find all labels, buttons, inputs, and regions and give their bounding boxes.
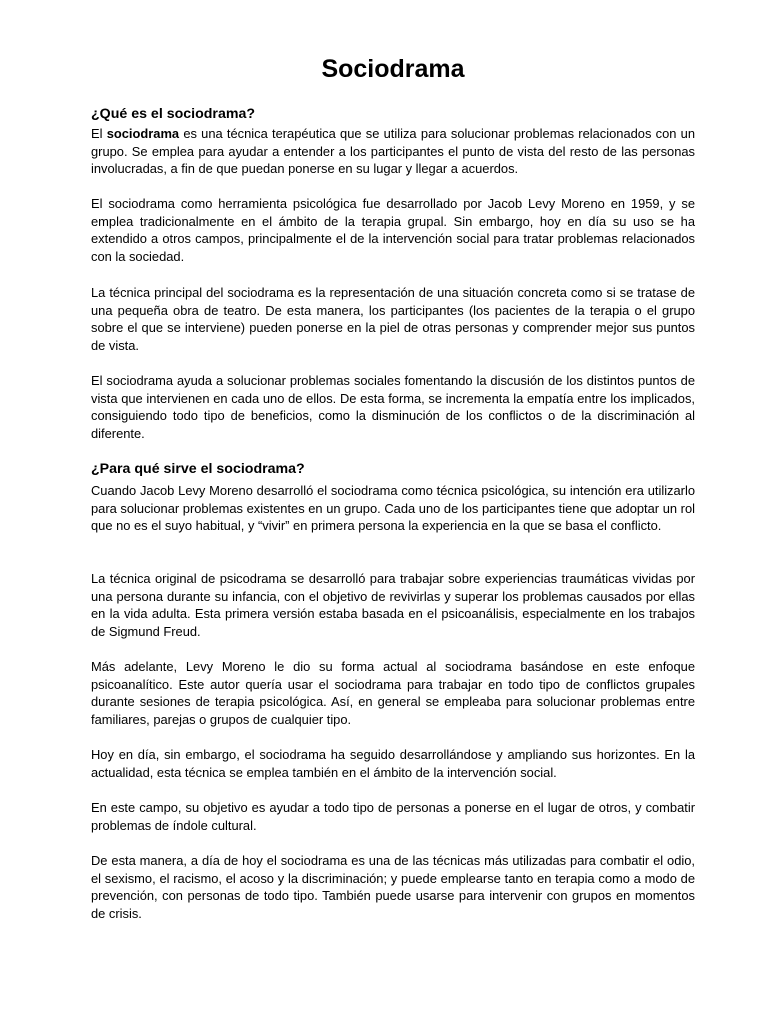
section-heading-que-es: ¿Qué es el sociodrama? (91, 106, 256, 122)
paragraph-history: El sociodrama como herramienta psicológica fue desarrollado por Jacob Levy Moreno en 1959, y se emplea tradicionalmente en el ámbito de la terapia grupal. Sin embargo, hoy en día su uso se ha extendido a otros campos, principalmente el de la intervención social para tratar problemas relacionados con la sociedad. (91, 196, 695, 264)
paragraph-social-field: En este campo, su objetivo es ayudar a todo tipo de personas a ponerse en el lugar de otros, y combatir problemas de índole cultural. (91, 800, 695, 833)
paragraph-conclusion: De esta manera, a día de hoy el sociodrama es una de las técnicas más utilizadas para combatir el odio, el sexismo, el racismo, el acoso y la discriminación; y puede emplearse tanto en terapia como a modo de prevención, con personas de todo tipo. También puede usarse para intervenir con grupos en momentos de crisis. (91, 853, 695, 921)
keyword-sociodrama: sociodrama (106, 126, 180, 141)
section-heading-para-que-sirve: ¿Para qué sirve el sociodrama? (91, 461, 305, 477)
paragraph-rest: es una técnica terapéutica que se utiliza para solucionar problemas relacionados con un grupo. Se emplea para ayudar a entender a los participantes el punto de vista del resto de las personas involucradas, a fin de que puedan ponerse en su lugar y llegar a acuerdos. (91, 126, 696, 177)
paragraph-today: Hoy en día, sin embargo, el sociodrama ha seguido desarrollándose y ampliando sus horizontes. En la actualidad, esta técnica se emplea también en el ámbito de la intervención social. (91, 747, 695, 780)
paragraph-lead: El (91, 126, 107, 141)
paragraph-definition (91, 125, 695, 178)
paragraph-technique: La técnica principal del sociodrama es la representación de una situación concreta como si se tratase de una pequeña obra de teatro. De esta manera, los participantes (los pacientes de la terapia o el grupo sobre el que se interviene) pueden ponerse en la piel de otras personas y comprender mejor sus puntos de vista. (91, 285, 695, 353)
paragraph-origin: Cuando Jacob Levy Moreno desarrolló el sociodrama como técnica psicológica, su intención era utilizarlo para solucionar problemas existentes en un grupo. Cada uno de los participantes tiene que adoptar un rol que no es el suyo habitual, y “vivir” en primera persona la experiencia en la que se basa el conflicto. (91, 483, 695, 534)
paragraph-psychodrama: La técnica original de psicodrama se desarrolló para trabajar sobre experiencias traumáticas vividas por una persona durante su infancia, con el objetivo de revivirlas y superar los problemas causados por ellas en la vida adulta. Esta primera versión estaba basada en el psicoanálisis, especialmente en los trabajos de Sigmund Freud. (91, 571, 695, 639)
paragraph-current-form: Más adelante, Levy Moreno le dio su forma actual al sociodrama basándose en este enfoque psicoanalítico. Este autor quería usar el sociodrama para trabajar en todo tipo de conflictos grupales durante sesiones de terapia psicológica. Así, en general se empleaba para solucionar problemas entre familiares, parejas o grupos de cualquier tipo. (91, 659, 695, 727)
paragraph-benefits: El sociodrama ayuda a solucionar problemas sociales fomentando la discusión de los distintos puntos de vista que intervienen en cada uno de ellos. De esta forma, se incrementa la empatía entre los implicados, consiguiendo todo tipo de beneficios, como la disminución de los conflictos o de la discriminación al diferente. (91, 373, 695, 441)
document-title: Sociodrama (321, 55, 465, 83)
